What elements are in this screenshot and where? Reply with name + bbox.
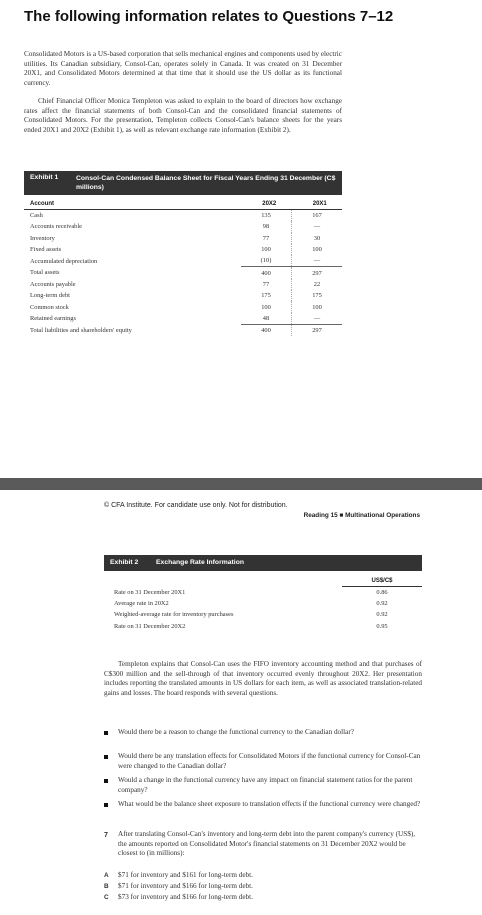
table-row xyxy=(104,587,422,599)
column-header-account: Account xyxy=(24,199,241,210)
option-key: A xyxy=(104,872,109,879)
value-20x1: 22 xyxy=(313,280,321,288)
option-key: B xyxy=(104,883,109,890)
table-row xyxy=(24,255,342,267)
bullet-text: Would a change in the functional currency have any impact on financial statement ratios for the parent company? xyxy=(118,776,413,794)
value-20x2: 98 xyxy=(241,221,292,232)
rate-label: Rate on 31 December 20X1 xyxy=(114,588,186,596)
rate-label: Rate on 31 December 20X2 xyxy=(114,622,186,630)
table-row xyxy=(24,244,342,255)
page-separator xyxy=(0,478,482,490)
row-label: Inventory xyxy=(30,234,55,242)
table-row-total xyxy=(24,267,342,279)
table-row xyxy=(104,609,422,620)
table-row xyxy=(104,621,422,632)
value-20x1: 297 xyxy=(312,269,322,277)
bullet-text: Would there be a reason to change the functional currency to the Canadian dollar? xyxy=(118,728,354,736)
row-label: Cash xyxy=(30,212,43,220)
value-20x2: 400 xyxy=(241,324,292,336)
value-20x1: 100 xyxy=(312,303,322,311)
exchange-rate-table xyxy=(104,576,422,632)
table-row-total xyxy=(24,324,342,336)
value-20x1: 297 xyxy=(312,327,322,335)
bullet-text: Would there be any translation effects for Consolidated Motors if the functional currency for Consol-Can were changed to the Canadian dollar? xyxy=(118,752,421,770)
value-20x1: — xyxy=(292,313,343,325)
copyright-notice: © CFA Institute. For candidate use only. Not for distribution. xyxy=(104,502,288,509)
question-text: After translating Consol-Can's inventory and long-term debt into the parent company's currency (US$), the amounts reported on Consolidated Motor's financial statements on 31 December 20X2 would be closest to (in millions): xyxy=(118,830,416,858)
row-label: Accounts payable xyxy=(30,280,76,288)
table-row xyxy=(24,233,342,244)
row-label: Total liabilities and shareholders' equity xyxy=(30,326,132,334)
bullet-icon xyxy=(104,779,108,783)
section-heading: The following information relates to Questions 7–12 xyxy=(24,8,394,25)
bullet-icon xyxy=(104,755,108,759)
column-header-20x1: 20X1 xyxy=(292,199,343,210)
row-label: Total assets xyxy=(30,269,60,277)
value-20x1: 100 xyxy=(312,246,322,254)
column-header-20x2: 20X2 xyxy=(241,199,292,210)
table-row xyxy=(24,301,342,312)
intro-paragraph-1: Consolidated Motors is a US-based corporation that sells mechanical engines and components used by electric utilities. Its Canadian subsidiary, Consol-Can, operates solely in Canada. It was created on 31 December 20X1, and Consolidated Motors determined at that time that it should use the US dollar as its functional currency. xyxy=(24,50,342,87)
exhibit2-header xyxy=(104,555,422,571)
value-20x1: — xyxy=(313,223,321,231)
value-20x2: 77 xyxy=(241,279,292,290)
rate-value: 0.92 xyxy=(376,611,388,619)
question-number: 7 xyxy=(104,830,108,839)
row-label: Fixed assets xyxy=(30,246,62,254)
value-20x2: 175 xyxy=(241,290,292,301)
rate-value: 0.92 xyxy=(376,600,388,608)
option-text: $71 for inventory and $161 for long-term debt. xyxy=(118,871,253,879)
balance-sheet-table xyxy=(24,199,342,336)
value-20x2: 135 xyxy=(241,210,292,222)
table-row xyxy=(24,313,342,325)
exhibit1-label: Exhibit 1 xyxy=(30,174,59,181)
intro-paragraph-2: Chief Financial Officer Monica Templeton was asked to explain to the board of directors how exchange rates affect the financial statements of both Consol-Can and the consolidated financial statements of Consolidated Motors. For the presentation, Templeton collects Consol-Can's balance sheets for the years ended 20X1 and 20X2 (Exhibit 1), as well as relevant exchange rate information (Exhibit 2). xyxy=(24,97,342,134)
value-20x1: — xyxy=(292,255,343,267)
value-20x1: 30 xyxy=(313,234,321,242)
rate-value: 0.86 xyxy=(376,589,388,597)
option-key: C xyxy=(104,894,109,901)
option-text: $71 for inventory and $166 for long-term debt. xyxy=(118,882,253,890)
table-row xyxy=(24,279,342,290)
value-20x2: 100 xyxy=(241,244,292,255)
row-label: Accumulated depreciation xyxy=(30,257,98,265)
templeton-paragraph: Templeton explains that Consol-Can uses the FIFO inventory accounting method and that purchases of C$300 million and the sell-through of that inventory occurred evenly throughout 20X2. Her presentation includes reporting the translated amounts in US dollars for each item, as well as associated translation-related gains and losses. The board responds with several questions. xyxy=(104,660,422,697)
value-20x2: 400 xyxy=(241,267,292,279)
bullet-icon xyxy=(104,803,108,807)
exhibit1-header xyxy=(24,171,342,195)
option-text: $73 for inventory and $166 for long-term debt. xyxy=(118,893,253,901)
exhibit2-title: Exchange Rate Information xyxy=(156,559,244,566)
table-row xyxy=(24,221,342,232)
reading-header: Reading 15 ■ Multinational Operations xyxy=(303,512,420,519)
value-20x2: (10) xyxy=(241,255,292,267)
bullet-text: What would be the balance sheet exposure to translation effects if the functional currency were changed? xyxy=(118,800,421,808)
exhibit1-title: Consol-Can Condensed Balance Sheet for Fiscal Years Ending 31 December (C$ millions) xyxy=(76,175,336,191)
rate-value: 0.95 xyxy=(376,622,388,630)
row-label: Long-term debt xyxy=(30,292,70,300)
bullet-icon xyxy=(104,731,108,735)
rate-label: Average rate in 20X2 xyxy=(114,600,169,608)
value-20x2: 48 xyxy=(241,313,292,325)
row-label: Retained earnings xyxy=(30,315,76,323)
value-20x1: 175 xyxy=(312,292,322,300)
value-20x2: 77 xyxy=(241,233,292,244)
page-two xyxy=(0,490,482,915)
table-row xyxy=(24,290,342,301)
exhibit2-label: Exhibit 2 xyxy=(110,559,139,566)
value-20x1: 167 xyxy=(312,212,322,220)
row-label: Accounts receivable xyxy=(30,223,82,231)
table-row xyxy=(104,598,422,609)
value-20x2: 100 xyxy=(241,301,292,312)
rate-label: Weighted-average rate for inventory purchases xyxy=(114,611,234,619)
row-label: Common stock xyxy=(30,303,69,311)
table-row xyxy=(24,210,342,222)
column-header-rate: US$/C$ xyxy=(342,576,422,587)
